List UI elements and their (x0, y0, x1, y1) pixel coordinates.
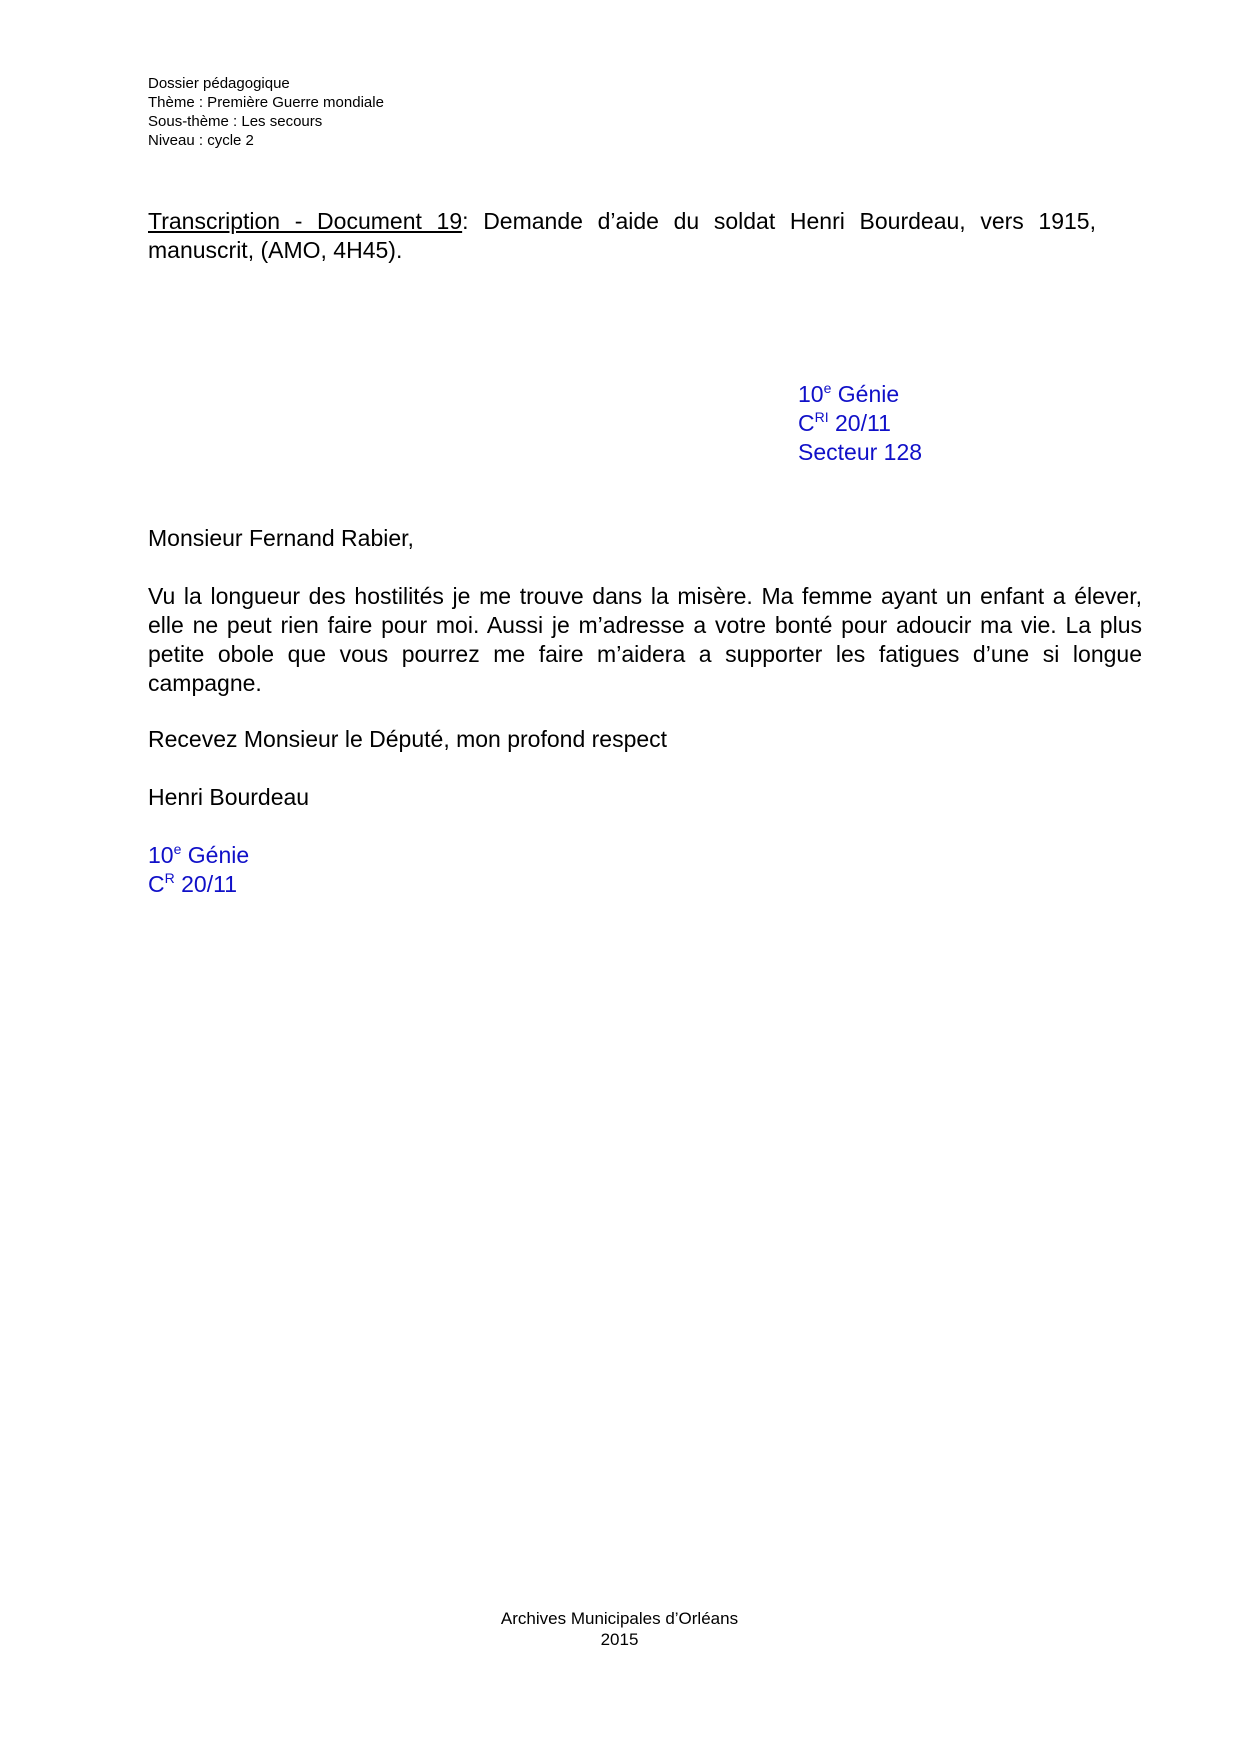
company-letter: C (148, 871, 165, 897)
unit-name: Génie (831, 381, 900, 407)
letter-greeting: Monsieur Fernand Rabier, (148, 525, 414, 551)
company-number: 20/11 (828, 410, 891, 436)
company-letter: C (798, 410, 815, 436)
document-footer (0, 1608, 1239, 1650)
letter-body: Vu la longueur des hostilités je me trouve dans la misère. Ma femme ayant un enfant a élever, elle ne peut rien faire pour moi. Aussi je m’adresse a votre bonté pour adoucir ma vie. La plus petite obole que vous pourrez me faire m’aidera a supporter les fatigues d’une si longue campagne. (148, 583, 1142, 696)
unit-number: 10 (798, 381, 824, 407)
header-dossier: Dossier pédagogique (148, 75, 290, 92)
company-superscript: RI (814, 409, 829, 425)
header-subtheme: Sous-thème : Les secours (148, 113, 323, 130)
signature-unit-block (148, 841, 249, 899)
company-number: 20/11 (174, 871, 237, 897)
letter-signature: Henri Bourdeau (148, 784, 310, 810)
unit-number: 10 (148, 842, 174, 868)
header-level: Niveau : cycle 2 (148, 132, 254, 149)
address-company (798, 409, 922, 438)
title-description: : Demande d’aide du soldat Henri Bourdeau, vers 1915, manuscrit, (AMO, 4H45). (148, 208, 1096, 263)
letter-closing: Recevez Monsieur le Député, mon profond respect (148, 726, 668, 752)
header-theme: Thème : Première Guerre mondiale (148, 94, 384, 111)
signature-company (148, 870, 249, 899)
document-header (148, 74, 384, 150)
address-unit (798, 380, 922, 409)
signature-unit (148, 841, 249, 870)
company-superscript: R (164, 870, 175, 886)
address-block (798, 380, 922, 467)
unit-superscript: e (823, 380, 832, 396)
title-label: Transcription - Document 19 (148, 208, 463, 234)
document-title (148, 207, 1096, 265)
footer-year: 2015 (600, 1630, 639, 1649)
unit-name: Génie (181, 842, 250, 868)
unit-superscript: e (173, 841, 182, 857)
footer-archive: Archives Municipales d’Orléans (500, 1609, 739, 1628)
address-sector: Secteur 128 (798, 439, 923, 465)
